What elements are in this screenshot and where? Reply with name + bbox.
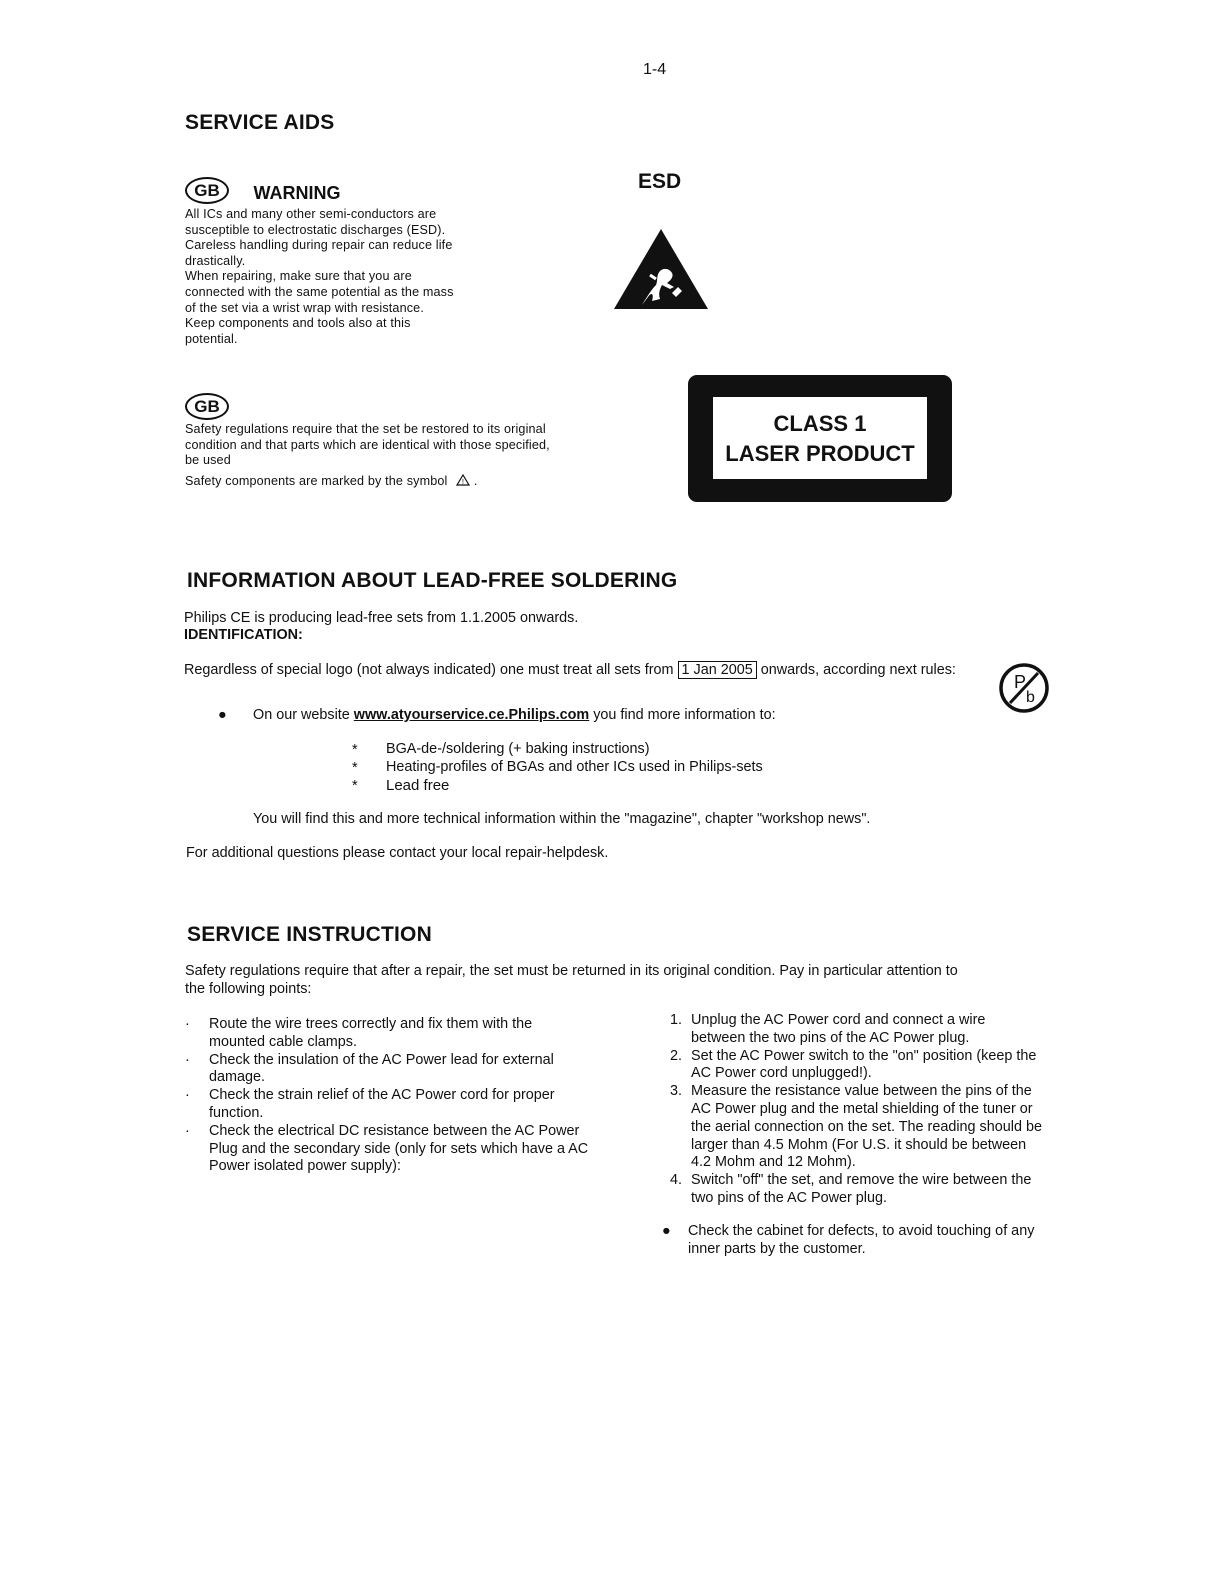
bullet-dot: · bbox=[185, 1016, 190, 1032]
warning-line: When repairing, make sure that you are bbox=[185, 269, 412, 284]
warning-line: of the set via a wrist wrap with resistance. bbox=[185, 300, 424, 315]
list-item-line: Check the electrical DC resistance between the AC Power bbox=[209, 1122, 580, 1139]
cabinet-line: Check the cabinet for defects, to avoid touching of any bbox=[688, 1223, 1035, 1239]
lead-free-title: INFORMATION ABOUT LEAD-FREE SOLDERING bbox=[187, 569, 678, 592]
website-before: On our website bbox=[253, 707, 350, 723]
list-item-line: damage. bbox=[209, 1069, 266, 1086]
step-item bbox=[667, 1083, 1067, 1172]
list-item bbox=[185, 1087, 625, 1123]
service-instruction-title: SERVICE INSTRUCTION bbox=[187, 923, 432, 946]
safety-line: be used bbox=[185, 453, 231, 468]
step-line: AC Power plug and the metal shielding of the tuner or bbox=[691, 1100, 1033, 1117]
identification-heading: IDENTIFICATION: bbox=[184, 627, 303, 643]
safety-symbol-note bbox=[185, 474, 477, 490]
pb-symbol-p: P bbox=[1014, 672, 1027, 692]
list-item bbox=[185, 1123, 625, 1176]
lead-free-rule bbox=[184, 662, 956, 680]
laser-label-inner bbox=[713, 397, 927, 479]
right-steps bbox=[667, 1012, 1067, 1208]
safety-header bbox=[185, 393, 229, 420]
list-item-line: Route the wire trees correctly and fix them with the bbox=[209, 1016, 533, 1032]
warning-title: WARNING bbox=[253, 183, 341, 203]
rule-before: Regardless of special logo (not always indicated) one must treat all sets from bbox=[184, 662, 674, 678]
list-item-line: Check the insulation of the AC Power lead for external bbox=[209, 1051, 554, 1068]
pb-symbol-b: b bbox=[1026, 689, 1035, 706]
list-item-line: mounted cable clamps. bbox=[209, 1033, 357, 1050]
warning-text bbox=[185, 207, 485, 347]
gb-badge: GB bbox=[185, 393, 229, 420]
svg-text:!: ! bbox=[462, 479, 465, 486]
cabinet-line: inner parts by the customer. bbox=[688, 1240, 866, 1257]
step-line: Unplug the AC Power cord and connect a wire bbox=[691, 1012, 986, 1028]
step-line: Measure the resistance value between the pins of the bbox=[691, 1083, 1032, 1100]
step-number: 2. bbox=[670, 1047, 683, 1064]
bullet-dot: · bbox=[185, 1122, 190, 1139]
step-item bbox=[667, 1172, 1067, 1208]
sub-item-marker: * bbox=[352, 760, 358, 776]
list-item-line: Power isolated power supply): bbox=[209, 1158, 401, 1175]
step-line: the aerial connection on the set. The reading should be bbox=[691, 1118, 1042, 1135]
warning-line: drastically. bbox=[185, 253, 246, 268]
step-number: 3. bbox=[670, 1083, 683, 1100]
gb-badge: GB bbox=[185, 177, 229, 204]
cabinet-note bbox=[688, 1223, 1088, 1259]
step-line: AC Power cord unplugged!). bbox=[691, 1065, 872, 1082]
intro-line: the following points: bbox=[185, 980, 312, 997]
step-line: larger than 4.5 Mohm (For U.S. it should be between bbox=[691, 1136, 1027, 1153]
bullet-dot: · bbox=[185, 1087, 190, 1104]
website-link[interactable]: www.atyourservice.ce.Philips.com bbox=[353, 707, 590, 723]
page-number: 1-4 bbox=[643, 61, 667, 78]
esd-warning-icon bbox=[612, 227, 710, 311]
warning-line: Careless handling during repair can reduce life bbox=[185, 238, 453, 253]
bullet-dot: · bbox=[185, 1051, 190, 1068]
intro-line: Safety regulations require that after a repair, the set must be returned in its original condition. Pay in particular attention to bbox=[185, 963, 958, 979]
list-item-line: Check the strain relief of the AC Power cord for proper bbox=[209, 1087, 555, 1104]
warning-header bbox=[185, 177, 340, 204]
laser-product-label bbox=[688, 375, 952, 502]
rule-after: onwards, according next rules: bbox=[760, 662, 956, 678]
step-line: Set the AC Power switch to the "on" position (keep the bbox=[691, 1047, 1037, 1064]
sub-item-marker: * bbox=[352, 742, 358, 758]
list-item-line: Plug and the secondary side (only for sets which have a AC bbox=[209, 1140, 589, 1157]
service-aids-title: SERVICE AIDS bbox=[185, 111, 335, 134]
rule-date-box: 1 Jan 2005 bbox=[678, 661, 757, 679]
pb-free-icon bbox=[998, 662, 1050, 714]
safety-symbol-note-text: Safety components are marked by the symbol bbox=[185, 474, 448, 488]
warning-line: susceptible to electrostatic discharges (ESD). bbox=[185, 222, 446, 237]
cabinet-bullet: ● bbox=[662, 1223, 671, 1239]
step-number: 1. bbox=[670, 1012, 683, 1028]
left-checklist bbox=[185, 1016, 625, 1176]
magazine-note: You will find this and more technical information within the "magazine", chapter "workshop news". bbox=[253, 811, 871, 827]
warning-line: potential. bbox=[185, 331, 238, 346]
laser-product: LASER PRODUCT bbox=[725, 441, 915, 466]
step-line: two pins of the AC Power plug. bbox=[691, 1189, 887, 1206]
website-after: you find more information to: bbox=[593, 707, 776, 723]
laser-class: CLASS 1 bbox=[773, 411, 867, 436]
safety-line: Safety regulations require that the set be restored to its original bbox=[185, 422, 546, 436]
safety-text bbox=[185, 422, 605, 469]
safety-triangle-icon bbox=[456, 474, 470, 486]
sub-item: Lead free bbox=[386, 777, 450, 794]
sub-item: Heating-profiles of BGAs and other ICs used in Philips-sets bbox=[386, 759, 763, 775]
service-instruction-intro bbox=[185, 963, 1085, 999]
step-item bbox=[667, 1048, 1067, 1084]
step-line: 4.2 Mohm and 12 Mohm). bbox=[691, 1154, 856, 1171]
step-number: 4. bbox=[670, 1172, 683, 1189]
warning-line: Keep components and tools also at this bbox=[185, 316, 411, 331]
safety-symbol-suffix: . bbox=[473, 474, 478, 488]
contact-note: For additional questions please contact your local repair-helpdesk. bbox=[186, 845, 609, 861]
website-bullet: ● bbox=[218, 707, 227, 723]
lead-free-intro: Philips CE is producing lead-free sets from 1.1.2005 onwards. bbox=[184, 610, 579, 626]
warning-line: All ICs and many other semi-conductors are bbox=[185, 207, 437, 221]
sub-item: BGA-de-/soldering (+ baking instructions) bbox=[386, 741, 650, 757]
warning-line: connected with the same potential as the mass bbox=[185, 284, 454, 299]
website-line bbox=[253, 707, 776, 725]
list-item bbox=[185, 1052, 625, 1088]
list-item-line: function. bbox=[209, 1104, 264, 1121]
esd-title: ESD bbox=[638, 170, 682, 193]
safety-line: condition and that parts which are identical with those specified, bbox=[185, 437, 550, 452]
step-line: between the two pins of the AC Power plug. bbox=[691, 1029, 970, 1046]
step-line: Switch "off" the set, and remove the wire between the bbox=[691, 1172, 1032, 1189]
sub-item-marker: * bbox=[352, 778, 358, 794]
list-item bbox=[185, 1016, 625, 1052]
step-item bbox=[667, 1012, 1067, 1048]
